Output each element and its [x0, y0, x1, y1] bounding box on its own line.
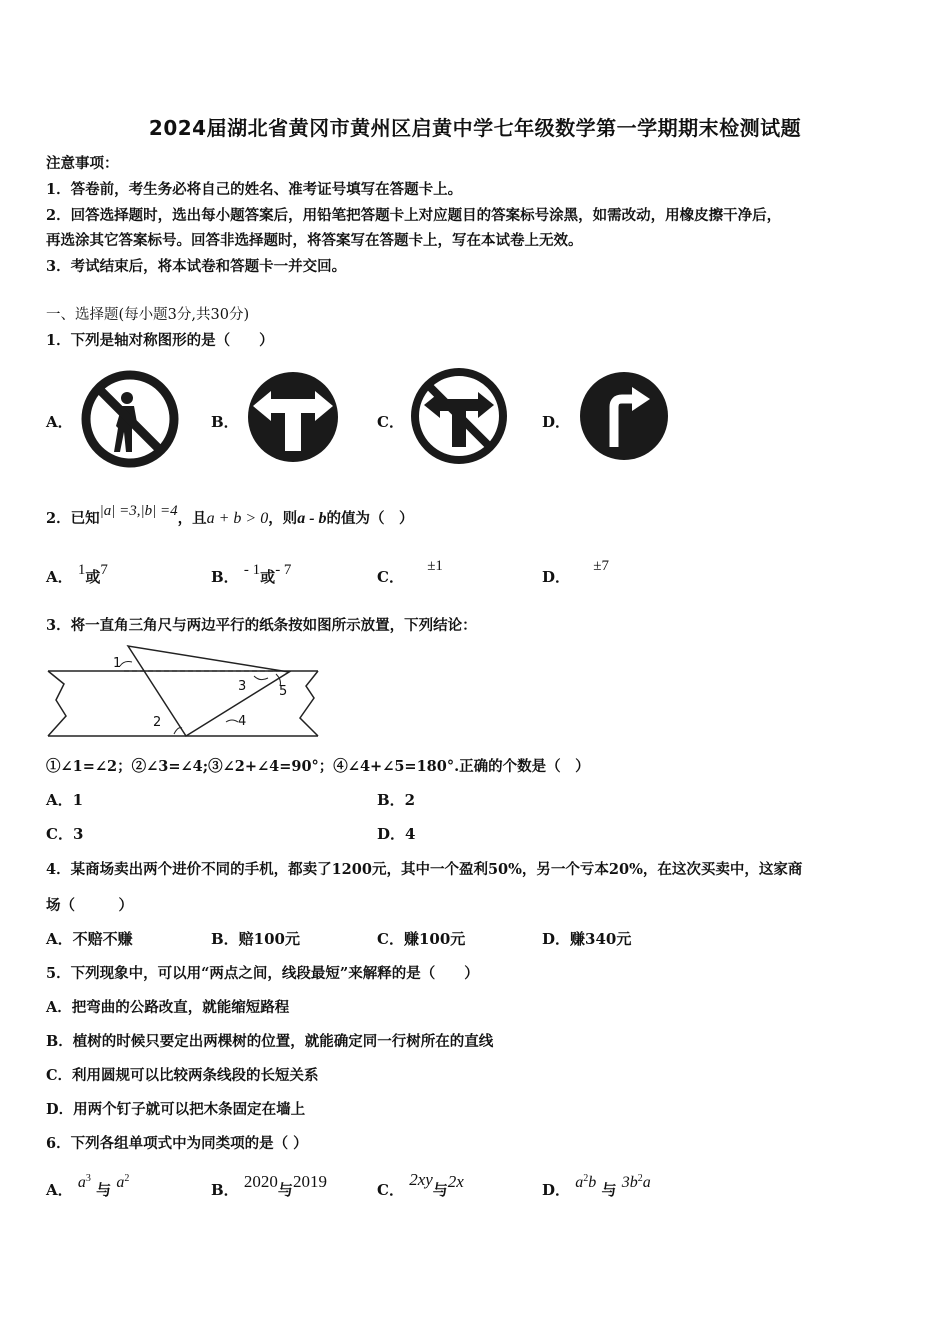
q1-stem: 1．下列是轴对称图形的是（ ） — [46, 332, 274, 349]
q2-option-a: A． 1或7 — [46, 562, 108, 586]
q1-option-c-label: C． — [377, 413, 404, 431]
q6-option-d: D． $a^2b$ 与 $3b^2a$ — [542, 1173, 651, 1199]
q6-stem: 6．下列各组单项式中为同类项的是（ ） — [46, 1135, 308, 1152]
angle-label-3: 3 — [238, 679, 247, 694]
q3-option-a: A．1 — [46, 791, 84, 809]
notice-heading: 注意事项： — [46, 155, 119, 172]
q2-stem — [46, 503, 414, 528]
q5-stem: 5．下列现象中，可以用“两点之间，线段最短”来解释的是（ ） — [46, 965, 479, 982]
q3-option-b: B．2 — [377, 791, 416, 809]
q4-stem-line2: 场（ ） — [46, 897, 133, 914]
angle-label-5: 5 — [279, 684, 288, 699]
q5-option-d: D．用两个钉子就可以把木条固定在墙上 — [46, 1101, 306, 1118]
angle-label-4: 4 — [238, 714, 247, 729]
q6-option-b: B． 2020与2019 — [211, 1172, 327, 1199]
q2-then: ，则 — [268, 510, 298, 527]
q3-conclusions: ①∠1=∠2；②∠3=∠4;③∠2+∠4=90°；④∠4+∠5=180°.正确的个数是（ ） — [46, 758, 590, 775]
q1-option-a-label: A． — [46, 413, 73, 431]
notice-item: 3．考试结束后，将本试卷和答题卡一并交回。 — [46, 258, 347, 275]
q2-condition-sum: a + b > 0 — [206, 510, 269, 527]
q5-option-a: A．把弯曲的公路改直，就能缩短路程 — [46, 999, 290, 1016]
q2-suffix: 的值为（ ） — [326, 510, 414, 527]
q6-option-c: C． 2xy与2x — [377, 1170, 464, 1199]
q4-stem-line1: 4．某商场卖出两个进价不同的手机，都卖了1200元，其中一个盈利50%，另一个亏本20%，在这次买卖中，这家商 — [46, 861, 803, 878]
left-right-turn-sign-icon — [245, 369, 341, 465]
q1-option-b-label: B． — [211, 413, 239, 431]
no-turn-sign-icon — [410, 367, 508, 465]
notice-item: 1．答卷前，考生务必将自己的姓名、准考证号填写在答题卡上。 — [46, 181, 463, 198]
section-heading: 一、选择题(每小题3分,共30分) — [46, 307, 250, 323]
q2-condition-abs: |a| =3,|b| =4 — [99, 503, 178, 519]
q4-option-c: C．赚100元 — [377, 930, 466, 948]
q5-option-b: B．植树的时候只要定出两棵树的位置，就能确定同一行树所在的直线 — [46, 1033, 494, 1050]
q3-option-c: C．3 — [46, 825, 84, 843]
q3-stem: 3．将一直角三角尺与两边平行的纸条按如图所示放置，下列结论： — [46, 617, 477, 634]
q2-option-c: C． ±1 — [377, 558, 443, 586]
page-title: 2024届湖北省黄冈市黄州区启黄中学七年级数学第一学期期末检测试题 — [148, 116, 802, 140]
angle-label-1: 1 — [113, 656, 122, 671]
q4-option-b: B．赔100元 — [211, 930, 300, 948]
q2-and: ，且 — [177, 510, 207, 527]
q2-expression: a - b — [297, 510, 327, 527]
q2-option-b: B． - 1或- 7 — [211, 562, 292, 586]
q2-prefix: 2．已知 — [46, 510, 100, 527]
q4-option-d: D．赚340元 — [542, 930, 632, 948]
q5-option-c: C．利用圆规可以比较两条线段的长短关系 — [46, 1067, 319, 1084]
q4-option-a: A．不赔不赚 — [46, 930, 133, 948]
notice-item: 2．回答选择题时，选出每小题答案后，用铅笔把答题卡上对应题目的答案标号涂黑，如需改动，用橡皮擦干净后， — [46, 207, 782, 224]
right-turn-sign-icon — [578, 369, 670, 463]
q1-option-d-label: D． — [542, 413, 571, 431]
q3-option-d: D．4 — [377, 825, 416, 843]
notice-item: 再选涂其它答案标号。回答非选择题时，将答案写在答题卡上，写在本试卷上无效。 — [46, 232, 583, 249]
no-pedestrian-sign-icon — [80, 370, 180, 468]
q2-option-d: D． ±7 — [542, 558, 609, 586]
angle-label-2: 2 — [153, 715, 162, 730]
q6-option-a: A． $a^3$ 与 $a^2$ — [46, 1173, 130, 1199]
